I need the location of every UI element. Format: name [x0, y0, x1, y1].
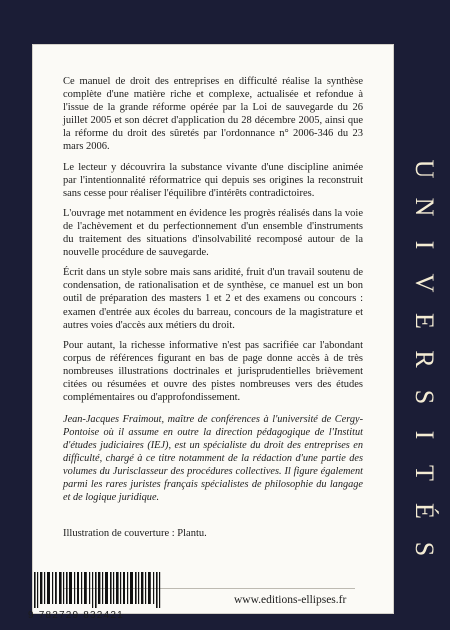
illustration-credit: Illustration de couverture : Plantu. [63, 528, 207, 539]
blurb-paragraph-1: Ce manuel de droit des entreprises en difficulté réalise la synthèse complète d'une matière riche et complexe, actualisée et refondue à l'issue de la grande réforme opérée par la Loi de sauvegarde du 26 juillet 2005 et son décret d'application du 28 décembre 2005, ainsi que la réforme du droit des sûretés par l'ordonnance n° 2006-346 du 23 mars 2006. [63, 76, 363, 153]
series-letter: V [410, 273, 439, 293]
blurb-column [63, 75, 363, 512]
series-letter: É [410, 503, 439, 519]
isbn-digits: 9 782729 832421 [28, 610, 124, 621]
barcode-icon [34, 572, 164, 608]
series-letter: E [410, 313, 439, 329]
publisher-website[interactable]: www.editions-ellipses.fr [234, 594, 347, 606]
blurb-paragraph-4: Écrit dans un style sobre mais sans aridité, fruit d'un travail soutenu de condensation, de rationalisation et de synthèse, ce manuel est un bon outil de préparation des masters 1 et 2 et des examens ou concours : examen d'entrée aux écoles du barreau, concours de la magistrature et autres voies d'accès aux métiers du droit. [63, 267, 363, 331]
series-letter: S [410, 541, 439, 557]
blurb-paragraph-5: Pour autant, la richesse informative n'est pas sacrifiée car l'abondant corpus de références figurant en bas de page donne accès à de très nombreuses illustrations doctrinales et jurisprudentielles brièvement citées ou résumées et ouvre des pistes nombreuses vers des études complémentaires ou d'approfondissement. [63, 339, 363, 404]
series-letter: N [410, 197, 439, 217]
blurb-paragraph-2: Le lecteur y découvrira la substance vivante d'une discipline animée par l'intentionnalité réformatrice qui depuis ses origines la reconstruit sans cesse pour réaliser l'équilibre d'intérêts contradictoires. [63, 161, 363, 199]
back-cover-page [32, 44, 394, 614]
blurb-paragraph-3: L'ouvrage met notamment en évidence les progrès réalisés dans la voie de l'achèvement et du perfectionnement d'un ensemble d'instruments du traitement des situations d'insolvabilité recomposé autour de la nouvelle procédure de sauvegarde. [63, 207, 363, 259]
isbn-barcode [28, 572, 168, 622]
series-letter: S [410, 389, 439, 405]
series-letter: U [410, 159, 439, 179]
author-bio: Jean-Jacques Fraimout, maître de conférences à l'université de Cergy-Pontoise où il assume en outre la direction pédagogique de l'Institut d'études judiciaires (IEJ), est un spécialiste du droit des entreprises en difficulté, chargé à ce titre notamment de la rédaction d'une partie des volumes du Jurisclasseur des procédures collectives. Il figure également parmi les rares juristes français spécialistes de philosophie du langage et de logique juridique. [63, 414, 363, 503]
series-letter: I [410, 430, 439, 440]
series-letter: R [410, 350, 439, 368]
series-letter: T [410, 465, 439, 481]
series-title-vertical [402, 150, 446, 620]
series-letter: I [410, 240, 439, 250]
